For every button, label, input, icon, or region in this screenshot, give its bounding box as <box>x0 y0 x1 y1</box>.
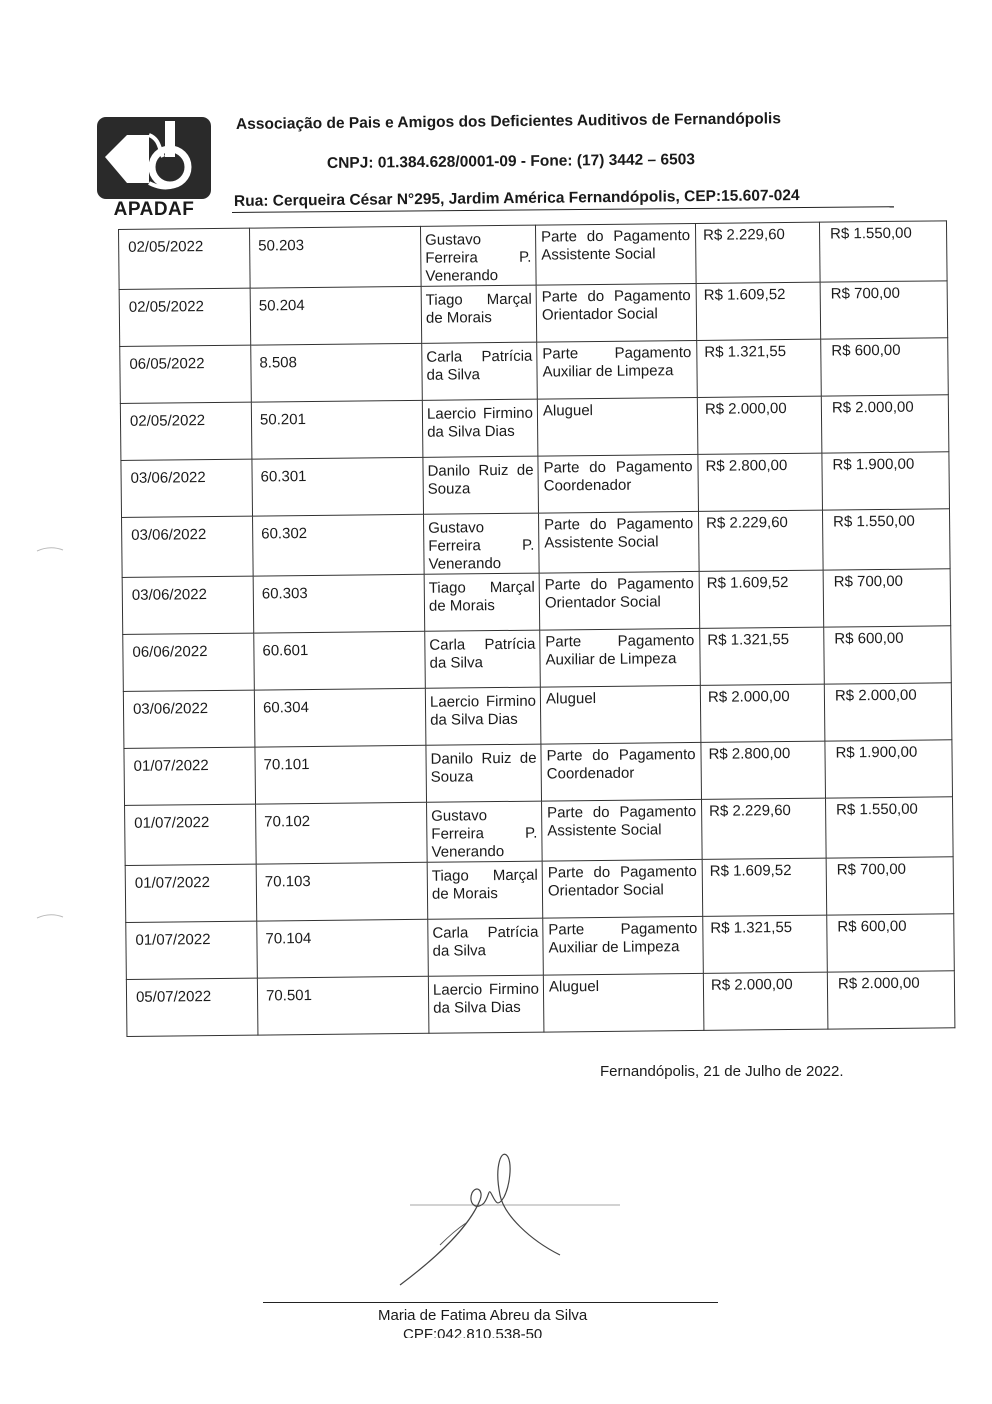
cell-total-value: R$ 2.000,00 <box>703 972 828 1030</box>
cell-description: Parte do Pagamento Orientador Social <box>539 571 700 630</box>
cell-paid-value: R$ 1.900,00 <box>825 740 953 798</box>
cell-beneficiary: Carla Patrícia da Silva <box>425 630 541 688</box>
cell-description: Parte do Pagamento Assistente Social <box>538 511 699 573</box>
cell-beneficiary: Gustavo Ferreira P. Venerando <box>424 513 540 574</box>
cell-beneficiary: Carla Patrícia da Silva <box>422 342 538 400</box>
cell-date: 06/05/2022 <box>120 345 252 403</box>
table-row <box>124 740 953 806</box>
signer-name: Maria de Fatima Abreu da Silva <box>378 1307 588 1324</box>
cell-paid-value: R$ 2.000,00 <box>821 395 949 453</box>
cell-total-value: R$ 2.229,60 <box>695 222 820 283</box>
cell-document-number: 60.301 <box>252 457 424 516</box>
payments-table <box>118 220 955 1037</box>
cell-document-number: 50.203 <box>249 226 421 288</box>
cell-beneficiary: Tiago Marçal de Morais <box>427 861 543 919</box>
cell-beneficiary: Gustavo Ferreira P. Venerando <box>427 801 543 862</box>
scan-mark <box>36 545 64 553</box>
cell-description: Parte do Pagamento Coordenador <box>541 742 702 801</box>
cell-paid-value: R$ 2.000,00 <box>824 683 952 741</box>
table-row <box>122 569 951 635</box>
cell-description: Aluguel <box>537 397 698 456</box>
cell-beneficiary: Laercio Firmino da Silva Dias <box>422 399 538 457</box>
place-and-date: Fernandópolis, 21 de Julho de 2022. <box>600 1063 844 1080</box>
cell-beneficiary: Laercio Firmino da Silva Dias <box>425 687 541 745</box>
cell-paid-value: R$ 600,00 <box>827 914 955 972</box>
org-name: Associação de Pais e Amigos dos Deficientes Auditivos de Fernandópolis <box>235 110 781 133</box>
cell-description: Parte do Pagamento Orientador Social <box>536 283 697 342</box>
cell-beneficiary: Tiago Marçal de Morais <box>424 573 540 631</box>
cell-document-number: 70.104 <box>257 919 429 978</box>
table-row <box>126 971 955 1037</box>
cell-date: 02/05/2022 <box>120 402 252 460</box>
cell-description: Aluguel <box>543 973 704 1032</box>
cell-total-value: R$ 2.229,60 <box>702 798 827 859</box>
org-cnpj-phone: CNPJ: 01.384.628/0001-09 - Fone: (17) 3442 – 6503 <box>326 151 695 172</box>
cell-date: 06/06/2022 <box>123 633 255 691</box>
cell-document-number: 70.102 <box>256 802 428 864</box>
cell-total-value: R$ 1.609,52 <box>699 570 824 628</box>
cell-total-value: R$ 2.000,00 <box>697 396 822 454</box>
cell-date: 02/05/2022 <box>119 288 251 346</box>
cell-paid-value: R$ 1.550,00 <box>822 509 950 570</box>
cell-description: Parte Pagamento Auxiliar de Limpeza <box>537 340 698 399</box>
cell-paid-value: R$ 700,00 <box>823 569 951 627</box>
cell-paid-value: R$ 1.550,00 <box>819 221 947 282</box>
cell-date: 03/06/2022 <box>123 690 255 748</box>
cell-description: Parte do Pagamento Orientador Social <box>542 859 703 918</box>
table-row <box>123 626 952 692</box>
payments-table-wrapper <box>118 220 955 1037</box>
table-row <box>119 281 948 347</box>
cell-paid-value: R$ 1.900,00 <box>822 452 950 510</box>
cell-document-number: 60.601 <box>254 631 426 690</box>
table-row <box>123 683 952 749</box>
cell-date: 01/07/2022 <box>126 921 258 979</box>
cell-document-number: 70.101 <box>255 745 427 804</box>
cell-beneficiary: Danilo Ruiz de Souza <box>423 456 539 514</box>
cell-paid-value: R$ 700,00 <box>820 281 948 339</box>
table-row <box>121 452 950 518</box>
apadaf-logo <box>97 117 211 220</box>
handwritten-signature <box>380 1145 640 1295</box>
cell-document-number: 60.304 <box>254 688 426 747</box>
cell-document-number: 50.201 <box>251 400 423 459</box>
cell-total-value: R$ 2.800,00 <box>698 453 823 511</box>
cell-total-value: R$ 2.000,00 <box>700 684 825 742</box>
cell-date: 03/06/2022 <box>122 516 254 577</box>
cell-description: Parte do Pagamento Assistente Social <box>542 799 703 861</box>
cell-beneficiary: Danilo Ruiz de Souza <box>426 744 542 802</box>
logo-emblem-icon <box>97 117 211 199</box>
table-row <box>120 395 949 461</box>
cell-total-value: R$ 1.609,52 <box>702 858 827 916</box>
cell-date: 05/07/2022 <box>126 978 258 1036</box>
cell-date: 01/07/2022 <box>125 804 257 865</box>
table-row <box>120 338 949 404</box>
cell-total-value: R$ 2.800,00 <box>701 741 826 799</box>
cell-document-number: 70.103 <box>256 862 428 921</box>
cell-total-value: R$ 2.229,60 <box>698 510 823 571</box>
cell-paid-value: R$ 1.550,00 <box>825 797 953 858</box>
cell-paid-value: R$ 700,00 <box>826 857 954 915</box>
signature-line <box>263 1302 718 1303</box>
cell-date: 01/07/2022 <box>124 747 256 805</box>
signer-cpf: CPF:042.810.538-50 <box>403 1326 543 1338</box>
payments-table-body <box>119 221 955 1037</box>
cell-beneficiary: Carla Patrícia da Silva <box>428 918 544 976</box>
cell-total-value: R$ 1.321,55 <box>700 627 825 685</box>
cell-total-value: R$ 1.609,52 <box>696 282 821 340</box>
cell-beneficiary: Laercio Firmino da Silva Dias <box>428 975 544 1033</box>
cell-description: Parte Pagamento Auxiliar de Limpeza <box>543 916 704 975</box>
cell-paid-value: R$ 600,00 <box>824 626 952 684</box>
cell-document-number: 50.204 <box>250 286 422 345</box>
cell-document-number: 60.302 <box>253 514 425 576</box>
cell-date: 03/06/2022 <box>122 576 254 634</box>
cell-beneficiary: Gustavo Ferreira P. Venerando <box>420 225 536 286</box>
cell-document-number: 8.508 <box>251 343 423 402</box>
org-address: Rua: Cerqueira César N°295, Jardim América Fernandópolis, CEP:15.607-024 <box>233 187 800 210</box>
cell-date: 03/06/2022 <box>121 459 253 517</box>
cell-document-number: 70.501 <box>257 976 429 1035</box>
table-row <box>119 221 948 290</box>
logo-wordmark: APADAF <box>113 199 195 220</box>
cell-total-value: R$ 1.321,55 <box>703 915 828 973</box>
table-row <box>125 857 954 923</box>
table-row <box>122 509 951 578</box>
table-row <box>126 914 955 980</box>
cell-date: 02/05/2022 <box>119 228 251 289</box>
scan-mark <box>36 912 64 920</box>
cell-paid-value: R$ 600,00 <box>821 338 949 396</box>
cell-description: Parte Pagamento Auxiliar de Limpeza <box>540 628 701 687</box>
cell-document-number: 60.303 <box>253 574 425 633</box>
cell-description: Parte do Pagamento Assistente Social <box>535 223 696 285</box>
table-row <box>125 797 954 866</box>
cell-total-value: R$ 1.321,55 <box>697 339 822 397</box>
cell-date: 01/07/2022 <box>125 864 257 922</box>
cell-description: Parte do Pagamento Coordenador <box>538 454 699 513</box>
cell-paid-value: R$ 2.000,00 <box>827 971 955 1029</box>
cell-beneficiary: Tiago Marçal de Morais <box>421 285 537 343</box>
cell-description: Aluguel <box>540 685 701 744</box>
